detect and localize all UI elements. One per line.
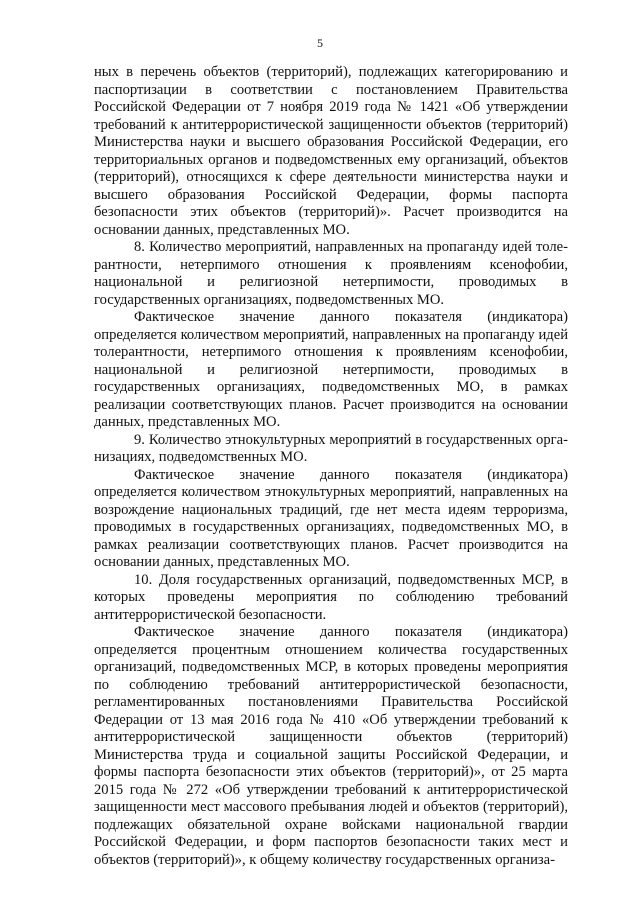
- page-number: 5: [317, 36, 323, 50]
- paragraph-item-10: 10. Доля государственных организаций, подведомственных МСР, в которых проведены мероприятия по соблюдению требований антитеррористической безопасности.: [94, 571, 568, 623]
- paragraph-item-9: 9. Количество этнокультурных мероприятий в государственных организациях, подведомственных МО.: [94, 431, 568, 465]
- paragraph-item-9-description: Фактическое значение данного показателя (индикатора) определяется количеством этнокультурных мероприятий, направленных на возрождение национальных традиций, где нет места идеям терроризма, проводимых в государственных организациях, подведомственных МО, в рамках реализации соответствующих планов. Расчет производится на основании данных, представленных МО.: [94, 466, 568, 570]
- paragraph-item-8: 8. Количество мероприятий, направленных на пропаганду идей толерантности, нетерпимого отношения к проявлениям ксенофобии, национальной и религиозной нетерпимости, проводимых в государственных организациях, подведомственных МО.: [94, 239, 568, 308]
- document-body: [94, 64, 568, 869]
- paragraph-item-8-description: Фактическое значение данного показателя (индикатора) определяется количеством мероприятий, направленных на пропаганду идей толерантности, нетерпимого отношения к проявлениям ксенофобии, национальной и религиозной нетерпимости, проводимых в государственных организациях, подведомственных МО, в рамках реализации соответствующих планов. Расчет производится на основании данных, представленных МО.: [94, 309, 568, 430]
- paragraph-continuation: ных в перечень объектов (территорий), подлежащих категорированию и паспортизации в соответствии с постановлением Правительства Российской Федерации от 7 ноября 2019 года № 1421 «Об утверждении требований к антитеррористической защищенности объектов (территорий) Министерства науки и высшего образования Российской Федерации, его территориальных органов и подведомственных ему организаций, объектов (территорий), относящихся к сфере деятельности министерства науки и высшего образования Российской Федерации, формы паспорта безопасности этих объектов (территорий)». Расчет производится на основании данных, представленных МО.: [94, 64, 568, 238]
- paragraph-item-10-description: Фактическое значение данного показателя (индикатора) определяется процентным отношением количества государственных организаций, подведомственных МСР, в которых проведены мероприятия по соблюдению требований антитеррористической безопасности, регламентированных постановлениями Правительства Российской Федерации от 13 мая 2016 года № 410 «Об утверждении требований к антитеррористической защищенности объектов (территорий) Министерства труда и социальной защиты Российской Федерации, и формы паспорта безопасности этих объектов (территорий)», от 25 марта 2015 года № 272 «Об утверждении требований к антитеррористической защищенности мест массового пребывания людей и объектов (территорий), подлежащих обязательной охране войсками национальной гвардии Российской Федерации, и форм паспортов безопасности таких мест и объектов (территорий)», к общему количеству государственных организа-: [94, 624, 568, 868]
